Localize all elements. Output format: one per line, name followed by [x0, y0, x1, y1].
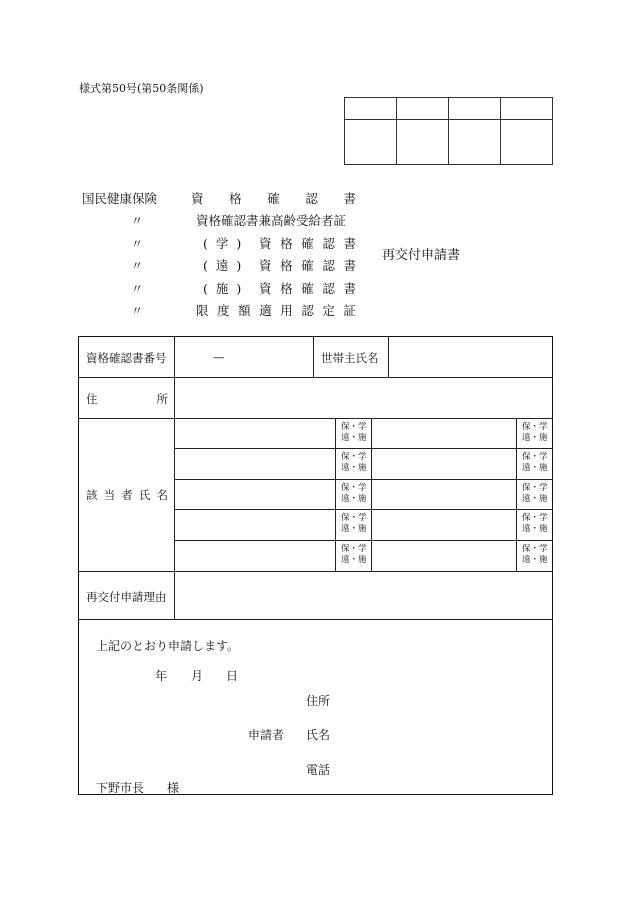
title-line2: 資格確認書兼高齢受給者証	[196, 213, 347, 228]
label-char: 者	[121, 488, 133, 502]
insurance-type-tag[interactable]	[522, 422, 548, 444]
row-divider	[174, 540, 553, 541]
addressee: 下野市長	[96, 781, 145, 795]
cert-number-label: 資格確認書番号	[86, 351, 167, 365]
title-char: 証	[343, 303, 356, 318]
subject-name-field[interactable]	[376, 545, 511, 567]
tag-line: 保・学	[522, 544, 548, 554]
column-divider	[388, 337, 389, 377]
reason-field[interactable]	[179, 577, 549, 613]
tag-line: 保・学	[341, 544, 367, 554]
title-char: 書	[343, 281, 356, 296]
title-char: 資	[259, 258, 272, 273]
title-char: 格	[280, 281, 293, 296]
row-divider	[79, 377, 553, 378]
stamp-cell	[397, 98, 449, 120]
tag-line: 保・学	[341, 422, 367, 432]
row-divider	[174, 509, 553, 510]
subject-names-label	[86, 487, 168, 503]
cert-number-field[interactable]: —	[213, 350, 225, 364]
ditto-mark: 〃	[131, 282, 144, 296]
tag-line: 遠・施	[522, 494, 548, 504]
title-char: 資	[259, 236, 272, 251]
ditto-mark: 〃	[131, 237, 144, 251]
label-char: 氏	[138, 488, 151, 502]
title-line4-prefix: (遠)	[203, 258, 250, 273]
ditto-mark: 〃	[131, 259, 144, 273]
title-char: 用	[280, 303, 293, 318]
applicant-phone-label: 電話	[306, 763, 331, 777]
insurance-type-tag[interactable]	[522, 452, 548, 474]
label-char: 住	[86, 392, 98, 406]
ditto-mark: 〃	[131, 304, 144, 318]
row-divider	[79, 571, 553, 572]
subject-name-field[interactable]	[179, 453, 329, 475]
stamp-cell	[449, 120, 501, 165]
insurance-type-tag[interactable]	[341, 544, 367, 566]
form-number: 様式第50号(第50条関係)	[79, 82, 204, 95]
stamp-cell	[345, 98, 397, 120]
subject-name-field[interactable]	[179, 514, 329, 536]
insurance-type-tag[interactable]	[522, 544, 548, 566]
title-line3-prefix: (学)	[203, 236, 250, 251]
row-divider	[79, 418, 553, 419]
title-line6	[196, 301, 356, 319]
column-divider	[335, 418, 336, 571]
tag-line: 保・学	[522, 483, 548, 493]
title-char: 資	[259, 281, 272, 296]
tag-line: 遠・施	[522, 463, 548, 473]
tag-line: 保・学	[341, 513, 367, 523]
stamp-cell	[501, 98, 553, 120]
title-char: 確	[267, 191, 280, 206]
date-day-label: 日	[226, 669, 239, 683]
title-line1-prefix: 国民健康保険	[82, 191, 158, 206]
title-char: 認	[301, 303, 314, 318]
ditto-mark: 〃	[131, 214, 144, 228]
tag-line: 遠・施	[522, 524, 548, 534]
column-divider	[371, 418, 372, 571]
title-char: 確	[301, 236, 314, 251]
tag-line: 保・学	[522, 422, 548, 432]
date-month-label: 月	[191, 669, 204, 683]
title-line4-name	[259, 256, 356, 274]
title-char: 確	[301, 258, 314, 273]
subject-name-field[interactable]	[179, 545, 329, 567]
stamp-cell	[345, 120, 397, 165]
label-char: 該	[86, 488, 98, 502]
reason-label: 再交付申請理由	[86, 590, 167, 604]
label-char: 所	[156, 392, 168, 406]
insurance-type-tag[interactable]	[522, 483, 548, 505]
tag-line: 遠・施	[341, 555, 367, 565]
label-char: 当	[103, 488, 116, 502]
subject-name-field[interactable]	[179, 423, 329, 445]
title-char: 適	[259, 303, 272, 318]
stamp-grid	[344, 97, 553, 165]
title-char: 認	[305, 191, 318, 206]
insurance-type-tag[interactable]	[341, 422, 367, 444]
subject-name-field[interactable]	[376, 484, 511, 506]
tag-line: 保・学	[522, 452, 548, 462]
applicant-label: 申請者	[248, 728, 285, 742]
title-char: 認	[322, 281, 335, 296]
title-char: 認	[322, 236, 335, 251]
title-char: 定	[322, 303, 335, 318]
title-char: 書	[343, 191, 356, 206]
title-char: 額	[238, 303, 251, 318]
application-form-table	[78, 336, 553, 795]
title-char: 認	[322, 258, 335, 273]
subject-name-field[interactable]	[179, 484, 329, 506]
title-char: 度	[217, 303, 230, 318]
subject-name-field[interactable]	[376, 423, 511, 445]
title-char: 格	[229, 191, 242, 206]
applicant-name-label: 氏名	[306, 728, 331, 742]
householder-label: 世帯主氏名	[321, 351, 379, 365]
row-divider	[79, 619, 553, 620]
insurance-type-tag[interactable]	[341, 483, 367, 505]
tag-line: 遠・施	[341, 463, 367, 473]
title-char: 書	[343, 236, 356, 251]
title-char: 書	[343, 258, 356, 273]
row-divider	[174, 448, 553, 449]
declaration-statement: 上記のとおり申請します。	[96, 639, 240, 653]
title-char: 限	[196, 303, 209, 318]
title-char: 格	[280, 236, 293, 251]
tag-line: 遠・施	[522, 433, 548, 443]
row-divider	[174, 479, 553, 480]
tag-line: 遠・施	[341, 433, 367, 443]
tag-line: 遠・施	[522, 555, 548, 565]
stamp-cell	[501, 120, 553, 165]
date-year-label: 年	[155, 669, 168, 683]
label-char: 名	[156, 488, 168, 502]
subject-name-field[interactable]	[376, 514, 511, 536]
tag-line: 遠・施	[341, 494, 367, 504]
subject-name-field[interactable]	[376, 453, 511, 475]
tag-line: 遠・施	[341, 524, 367, 534]
stamp-cell	[397, 120, 449, 165]
title-char: 格	[280, 258, 293, 273]
title-line5-name	[259, 279, 356, 297]
householder-field[interactable]	[395, 343, 545, 371]
column-divider	[174, 337, 175, 619]
address-field[interactable]	[179, 383, 549, 413]
title-line5-prefix: (施)	[203, 281, 250, 296]
column-divider	[516, 418, 517, 571]
title-char: 確	[301, 281, 314, 296]
column-divider	[313, 337, 314, 377]
tag-line: 保・学	[341, 483, 367, 493]
tag-line: 保・学	[522, 513, 548, 523]
title-char: 資	[191, 191, 204, 206]
stamp-cell	[449, 98, 501, 120]
insurance-type-tag[interactable]	[341, 513, 367, 535]
address-label	[86, 391, 168, 407]
insurance-type-tag[interactable]	[522, 513, 548, 535]
applicant-address-label: 住所	[306, 694, 331, 708]
title-line1-name	[191, 189, 356, 207]
tag-line: 保・学	[341, 452, 367, 462]
reissue-title: 再交付申請書	[382, 248, 461, 263]
insurance-type-tag[interactable]	[341, 452, 367, 474]
addressee-honorific: 様	[167, 781, 180, 795]
title-line3-name	[259, 234, 356, 252]
